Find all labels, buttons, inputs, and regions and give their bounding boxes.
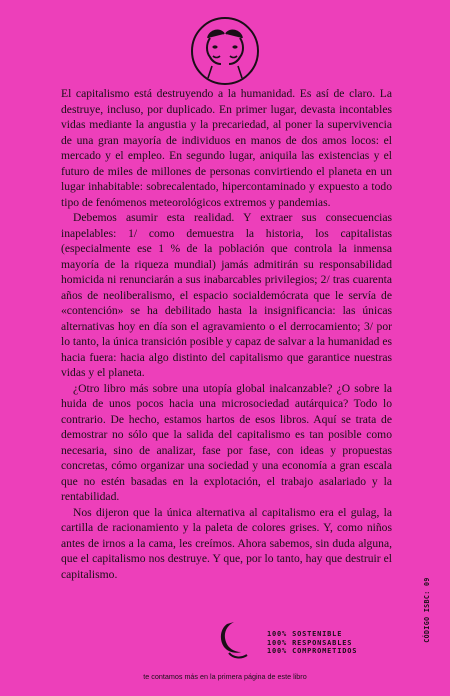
paragraph: Debemos asumir esta realidad. Y extraer sus consecuencias inapelables: 1/ como demuestra la historia, los capitalistas (especialmente ese 1 % de la población que controla la inmensa mayoría de la riqueza mundial) jamás admitirán su responsabilidad homicida ni renunciarán a sus inabarcables privilegios; 2/ tras cuarenta años de neoliberalismo, el espacio socialdemócrata que le servía de «contención» se ha debilitado hasta la insignificancia: las únicas alternativas hoy en día son el agravamiento o el derrocamiento; 3/ por lo tanto, la única transición posible y capaz de salvar a la humanidad es hacia fuera: hacia algo distinto del capitalismo que garantice nuestras vidas y el planeta. xyxy=(61,211,392,379)
imprint-mark xyxy=(217,620,251,660)
commitment-tags xyxy=(267,630,357,656)
side-code-text: CÓDIGO ISBC: 09 xyxy=(423,577,431,643)
paragraph: ¿Otro libro más sobre una utopía global inalcanzable? ¿O sobre la huida de unos pocos hacia una microsociedad autárquica? Todo lo contrario. De hecho, estamos hartos de esos libros. Aquí se trata de demostrar no sólo que la salida del capitalismo es tan posible como necesaria, sino de analizar, fase por fase, con ideas y propuestas concretas, cómo organizar una sociedad y una economía a gran escala que no estén basadas en la explotación, el trabajo asalariado y la rentabilidad. xyxy=(61,381,392,503)
footer-note: te contamos más en la primera página de este libro xyxy=(143,672,307,681)
back-cover-text xyxy=(61,86,392,582)
two-faces-circle-icon xyxy=(188,14,262,88)
tag-sostenible: 100% SOSTENIBLE xyxy=(267,630,343,638)
paragraph: El capitalismo está destruyendo a la humanidad. Es así de claro. La destruye, incluso, por duplicado. En primer lugar, devasta incontables vidas mediante la angustia y la precariedad, al poner la supervivencia de una gran mayoría de individuos en manos de dos amos locos: el mercado y el empleo. En segundo lugar, aniquila las existencias y el futuro de miles de millones de personas convirtiendo el planeta en un lugar inhabitable: sobrecalentado, hipercontaminado y expuesto a todo tipo de fenómenos meteorológicos extremos y pandemias. xyxy=(61,87,392,209)
tag-responsables: 100% RESPONSABLES xyxy=(267,638,353,647)
tag-comprometidos: 100% COMPROMETIDOS xyxy=(267,647,358,655)
wave-mark-icon xyxy=(217,620,251,660)
publisher-logo xyxy=(188,14,262,88)
paragraph: Nos dijeron que la única alternativa al capitalismo era el gulag, la cartilla de racionamiento y la paleta de colores grises. Y, como niños antes de irnos a la cama, les creímos. Ahora sabemos, sin duda alguna, que el capitalismo nos destruye. Y que, por lo tanto, hay que destruir el capitalismo. xyxy=(61,505,392,581)
side-code xyxy=(421,565,433,655)
